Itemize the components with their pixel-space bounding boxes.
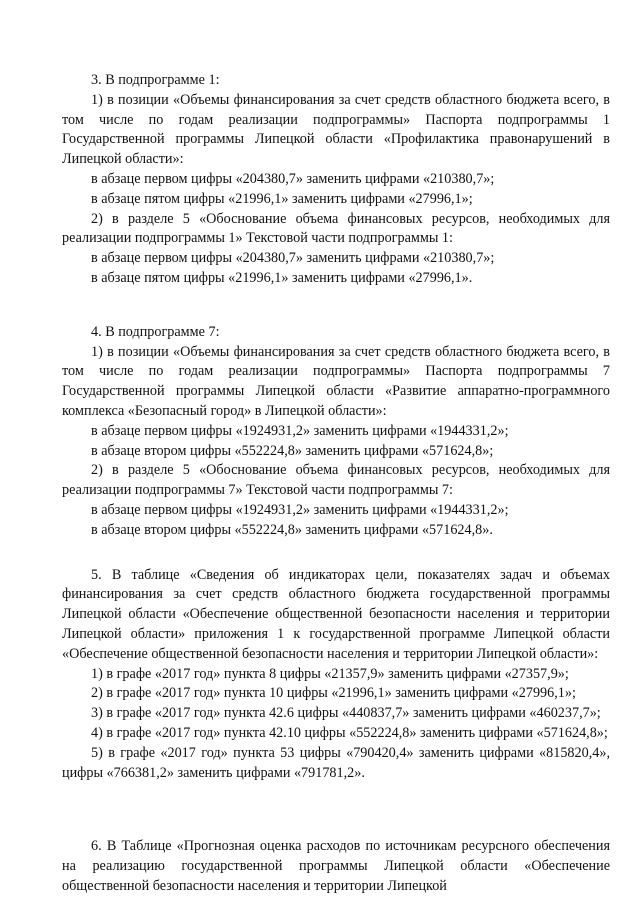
section-6	[62, 837, 610, 896]
spacer	[62, 541, 610, 566]
section-5-paragraph-6: 5) в графе «2017 год» пункта 53 цифры «790420,4» заменить цифрами «815820,4», цифры «766381,2» заменить цифрами «791781,2».	[62, 744, 610, 781]
document-page	[62, 71, 610, 896]
section-5	[62, 566, 610, 784]
section-4-title: 4. В подпрограмме 7:	[91, 323, 220, 340]
section-5-paragraph-3: 2) в графе «2017 год» пункта 10 цифры «21996,1» заменить цифрами «27996,1»;	[91, 685, 576, 702]
section-6-paragraph-1: 6. В Таблице «Прогнозная оценка расходов по источникам ресурсного обеспечения на реализацию государственной программы Липецкой области «Обеспечение общественной безопасности населения и территории Липецкой	[62, 838, 610, 894]
section-3-paragraph-5: в абзаце первом цифры «204380,7» заменить цифрами «210380,7»;	[91, 250, 495, 267]
section-4-paragraph-1: 1) в позиции «Объемы финансирования за счет средств областного бюджета всего, в том числе по годам реализации подпрограммы» Паспорта подпрограммы 7 Государственной программы Липецкой области «Развитие аппаратно-программного комплекса «Безопасный город» в Липецкой области»:	[62, 343, 610, 419]
section-5-paragraph-5: 4) в графе «2017 год» пункта 42.10 цифры «552224,8» заменить цифрами «571624,8»;	[91, 724, 608, 741]
section-3-title: 3. В подпрограмме 1:	[91, 72, 220, 88]
section-5-paragraph-4: 3) в графе «2017 год» пункта 42.6 цифры «440837,7» заменить цифрами «460237,7»;	[91, 705, 601, 722]
spacer	[62, 289, 610, 323]
section-3-paragraph-2: в абзаце первом цифры «204380,7» заменить цифрами «210380,7»;	[91, 170, 495, 187]
spacer	[62, 817, 610, 837]
section-4-paragraph-5: в абзаце первом цифры «1924931,2» заменить цифрами «1944331,2»;	[91, 501, 509, 518]
section-4-paragraph-6: в абзаце втором цифры «552224,8» заменить цифрами «571624,8».	[91, 521, 493, 538]
section-3-paragraph-1: 1) в позиции «Объемы финансирования за счет средств областного бюджета всего, в том числе по годам реализации подпрограммы» Паспорта подпрограммы 1 Государственной программы Липецкой области «Профилактика правонарушений в Липецкой области»:	[62, 91, 610, 168]
section-3-paragraph-3: в абзаце пятом цифры «21996,1» заменить цифрами «27996,1»;	[91, 190, 473, 207]
section-3-paragraph-4: 2) в разделе 5 «Обоснование объема финансовых ресурсов, необходимых для реализации подпрограммы 1» Текстовой части подпрограммы 1:	[62, 210, 610, 247]
spacer	[62, 783, 610, 817]
section-4	[62, 323, 610, 541]
section-3	[62, 71, 610, 289]
section-5-paragraph-2: 1) в графе «2017 год» пункта 8 цифры «21357,9» заменить цифрами «27357,9»;	[91, 665, 569, 682]
section-5-paragraph-1: 5. В таблице «Сведения об индикаторах цели, показателях задач и объемах финансирования за счет средств областного бюджета государственной программы Липецкой области «Обеспечение общественной безопасности населения и территории Липецкой области» приложения 1 к государственной программе Липецкой области «Обеспечение общественной безопасности населения и территории Липецкой области»:	[62, 566, 610, 662]
section-3-paragraph-6: в абзаце пятом цифры «21996,1» заменить цифрами «27996,1».	[91, 269, 473, 286]
section-4-paragraph-2: в абзаце первом цифры «1924931,2» заменить цифрами «1944331,2»;	[91, 422, 509, 439]
section-4-paragraph-4: 2) в разделе 5 «Обоснование объема финансовых ресурсов, необходимых для реализации подпрограммы 7» Текстовой части подпрограммы 7:	[62, 462, 610, 499]
section-4-paragraph-3: в абзаце втором цифры «552224,8» заменить цифрами «571624,8»;	[91, 442, 494, 459]
